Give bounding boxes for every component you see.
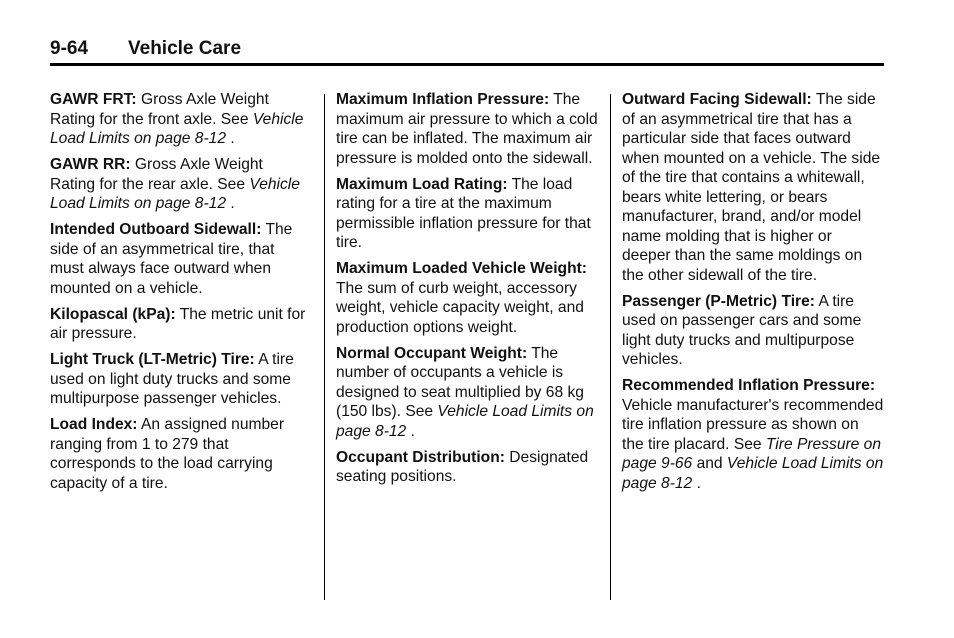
definition: The side of an asymmetrical tire, that must always face outward when mounted on a vehicle. — [50, 221, 293, 297]
column-1 — [50, 90, 312, 500]
definition: The load rating for a tire at the maximum permissible inflation pressure for that tire. — [336, 175, 591, 251]
glossary-entry-max-loaded-weight — [336, 259, 598, 337]
term: Light Truck (LT-Metric) Tire: — [50, 351, 255, 368]
definition: The sum of curb weight, accessory weight, vehicle capacity weight, and production options weight. — [336, 279, 584, 336]
glossary-entry-load-index — [50, 415, 312, 493]
term: Passenger (P-Metric) Tire: — [622, 292, 815, 310]
definition: The side of an asymmetrical tire that has a particular side that faces outward when mounted on a vehicle. The side of the tire that contains a whitewall, bears white lettering, or bears manufacturer, brand, and/or model name molding that is higher or deeper than the same moldings on the other sidewall of the tire. — [622, 91, 881, 284]
punctuation: . — [692, 474, 701, 492]
glossary-entry-light-truck — [50, 350, 312, 409]
glossary-entry-recommended-inflation — [622, 376, 884, 493]
column-divider — [610, 94, 611, 600]
conjunction: and — [692, 455, 727, 472]
section-title: Vehicle Care — [128, 38, 242, 59]
cross-reference-link[interactable]: Tire Pressure on page 9-66 — [622, 435, 882, 472]
cross-reference-link[interactable]: Vehicle Load Limits on page 8-12 — [336, 403, 594, 440]
glossary-entry-max-load-rating — [336, 175, 598, 253]
glossary-entry-occupant-distribution — [336, 448, 598, 487]
punctuation: . — [226, 130, 235, 147]
definition: Gross Axle Weight Rating for the front axle. See — [50, 91, 269, 128]
glossary-entry-kilopascal — [50, 305, 312, 344]
punctuation: . — [226, 195, 235, 212]
term: Normal Occupant Weight: — [336, 344, 528, 362]
term: Occupant Distribution: — [336, 448, 505, 466]
cross-reference-link[interactable]: Vehicle Load Limits on page 8-12 — [50, 110, 304, 147]
definition: A tire used on passenger cars and some light duty trucks and multipurpose vehicles. — [622, 292, 862, 368]
definition: An assigned number ranging from 1 to 279 that corresponds to the load carrying capacity of a tire. — [50, 416, 285, 492]
term: GAWR RR: — [50, 156, 131, 173]
column-divider — [324, 94, 325, 600]
glossary-entry-outward-facing — [622, 90, 884, 285]
term: Maximum Loaded Vehicle Weight: — [336, 260, 587, 277]
glossary-entry-passenger-tire — [622, 292, 884, 370]
term: Maximum Inflation Pressure: — [336, 91, 550, 108]
definition: The maximum air pressure to which a cold tire can be inflated. The maximum air pressure is molded onto the sidewall. — [336, 91, 598, 167]
term: Maximum Load Rating: — [336, 175, 508, 193]
glossary-entry-gawr-frt — [50, 90, 312, 149]
definition: Vehicle manufacturer's recommended tire inflation pressure as shown on the tire placard. See — [622, 396, 884, 453]
page-number: 9-64 — [50, 38, 89, 59]
definition: Gross Axle Weight Rating for the rear axle. See — [50, 156, 263, 193]
term: GAWR FRT: — [50, 91, 137, 108]
glossary-entry-gawr-rr — [50, 155, 312, 214]
definition: Designated seating positions. — [336, 448, 589, 485]
column-3 — [622, 90, 884, 500]
glossary-entry-normal-occupant — [336, 344, 598, 442]
definition: The metric unit for air pressure. — [50, 305, 306, 342]
definition: The number of occupants a vehicle is designed to seat multiplied by 68 kg (150 lbs). See — [336, 344, 584, 420]
glossary-entry-intended-outboard — [50, 220, 312, 298]
term: Load Index: — [50, 416, 138, 433]
term: Kilopascal (kPa): — [50, 305, 176, 323]
header-rule — [50, 63, 884, 66]
glossary-entry-max-inflation — [336, 90, 598, 168]
cross-reference-link[interactable]: Vehicle Load Limits on page 8-12 — [50, 175, 300, 212]
term: Recommended Inflation Pressure: — [622, 377, 876, 394]
term: Intended Outboard Sidewall: — [50, 221, 262, 238]
definition: A tire used on light duty trucks and some multipurpose passenger vehicles. — [50, 351, 294, 407]
cross-reference-link[interactable]: Vehicle Load Limits on page 8-12 — [622, 455, 884, 492]
column-2 — [336, 90, 598, 493]
punctuation: . — [406, 422, 415, 440]
term: Outward Facing Sidewall: — [622, 91, 812, 108]
page-header — [50, 38, 884, 64]
